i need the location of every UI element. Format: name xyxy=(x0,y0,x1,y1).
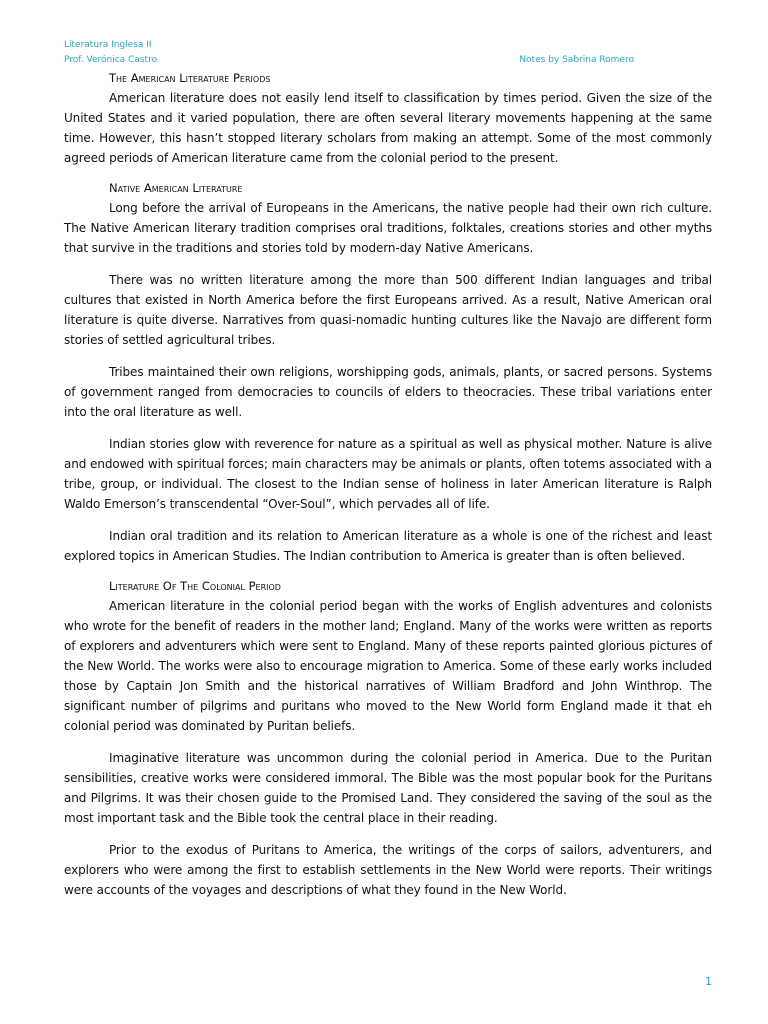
paragraph: American literature does not easily lend itself to classification by times period. Given the size of the United States and it varied population, there are often several literary movements happening at the same time. However, this hasn’t stopped literary scholars from making an attempt. Some of the most commonly agreed periods of American literature came from the colonial period to the present. xyxy=(64,91,712,165)
paragraph: Indian stories glow with reverence for nature as a spiritual as well as physical mother. Nature is alive and endowed with spiritual forces; main characters may be animals or plants, often totems associated with a tribe, group, or individual. The closest to the Indian sense of holiness in later American literature is Ralph Waldo Emerson’s transcendental “Over-Soul”, which pervades all of life. xyxy=(64,437,712,511)
paragraph: Indian oral tradition and its relation to American literature as a whole is one of the richest and least explored topics in American Studies. The Indian contribution to America is greater than is often believed. xyxy=(64,529,712,563)
paragraph: Prior to the exodus of Puritans to America, the writings of the corps of sailors, adventurers, and explorers who were among the first to establish settlements in the New World were reports. Their writings were accounts of the voyages and descriptions of what they found in the New World. xyxy=(64,843,712,897)
section-title: The American Literature Periods xyxy=(109,71,271,85)
paragraph: There was no written literature among the more than 500 different Indian languages and tribal cultures that existed in North America before the first Europeans arrived. As a result, Native American oral literature is quite diverse. Narratives from quasi-nomadic hunting cultures like the Navajo are different form stories of settled agricultural tribes. xyxy=(64,273,712,347)
course-name: Literatura Inglesa II xyxy=(64,40,152,50)
paragraph: Long before the arrival of Europeans in the Americans, the native people had their own rich culture. The Native American literary tradition comprises oral traditions, folktales, creations stories and other myths that survive in the traditions and stories told by modern-day Native Americans. xyxy=(64,201,712,255)
page-header xyxy=(64,38,704,68)
document-body xyxy=(64,68,712,900)
section-title: Native American Literature xyxy=(109,181,243,195)
paragraph: American literature in the colonial period began with the works of English adventures and colonists who wrote for the benefit of readers in the mother land; England. Many of the works were written as reports of explorers and adventurers which were sent to England. Many of these reports painted glorious pictures of the New World. The works were also to encourage migration to America. Some of these early works included those by Captain Jon Smith and the historical narratives of William Bradford and John Winthrop. The significant number of pilgrims and puritans who moved to the New World form England made it that eh colonial period was dominated by Puritan beliefs. xyxy=(64,599,712,733)
paragraph: Tribes maintained their own religions, worshipping gods, animals, plants, or sacred persons. Systems of government ranged from democracies to councils of elders to theocracies. These tribal variations enter into the oral literature as well. xyxy=(64,365,712,419)
professor-name: Prof. Verónica Castro xyxy=(64,55,158,65)
paragraph: Imaginative literature was uncommon during the colonial period in America. Due to the Puritan sensibilities, creative works were considered immoral. The Bible was the most popular book for the Puritans and Pilgrims. It was their chosen guide to the Promised Land. They considered the saving of the soul as the most important task and the Bible took the central place in their reading. xyxy=(64,751,712,825)
page-number: 1 xyxy=(705,975,712,988)
notes-author: Notes by Sabrina Romero xyxy=(519,55,634,65)
section-title: Literature Of The Colonial Period xyxy=(109,579,281,593)
